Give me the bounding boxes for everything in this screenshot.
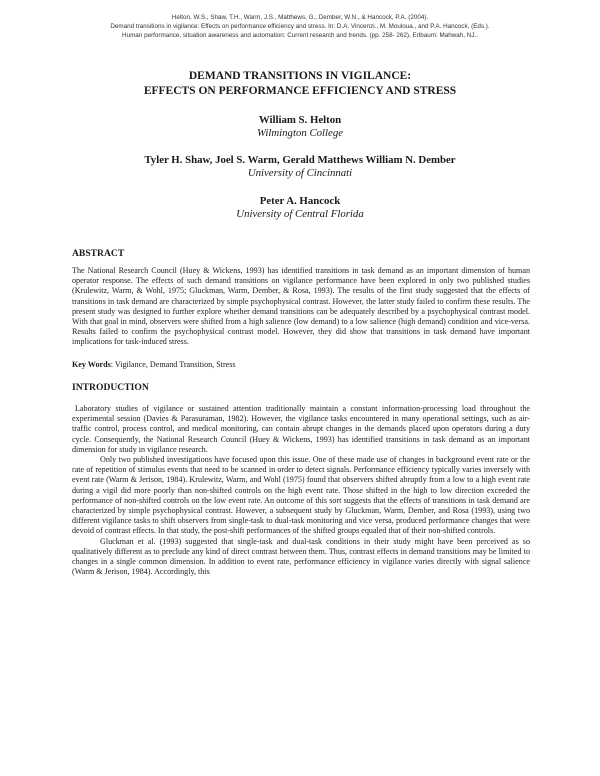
author-3: Peter A. Hancock xyxy=(259,195,341,207)
affiliation-3: University of Central Florida xyxy=(236,208,364,220)
author-2: Tyler H. Shaw, Joel S. Warm, Gerald Matthews William N. Dember xyxy=(144,154,456,166)
keywords-text: : Vigilance, Demand Transition, Stress xyxy=(110,360,236,369)
keywords xyxy=(72,360,236,370)
paper-title xyxy=(60,69,540,99)
abstract-heading: ABSTRACT xyxy=(72,248,125,259)
citation-line-1: Helton, W.S., Shaw, T.H., Warm, J.S., Matthews, G., Dember, W.N., & Hancock, P.A. (2004). xyxy=(171,14,429,21)
citation-line-3: Human performance, situation awareness and automation: Current research and trends. (pp. 258- 262), Erlbaum: Mahwah, NJ.. xyxy=(122,32,478,39)
title-line-2: EFFECTS ON PERFORMANCE EFFICIENCY AND STRESS xyxy=(143,85,457,97)
abstract-body xyxy=(72,266,530,348)
affiliation-2: University of Cincinnati xyxy=(247,167,353,179)
introduction-heading: INTRODUCTION xyxy=(72,382,149,393)
affiliation-1: Wilmington College xyxy=(256,127,344,139)
intro-paragraph-2: Only two published investigations have focused upon this issue. One of these made use of changes in background event rate or the rate of repetition of stimulus events that need to be scanned in order to detect signals. Performance efficiency typically varies inversely with event rate (Warm & Jerison, 1984). Krulewitz, Warm, and Wohl (1975) found that observers shifted abruptly from a low to a high event rate during a vigil did more poorly than non-shifted controls on the high event rate. Those shifted in the high to low direction exceeded the performance of non-shifted controls on the low event rate. An outcome of this sort suggests that the effects of transitions in task demand are characterized by simple psychophysical contrast. However, a subsequent study by Gluckman, Warm, Dember, and Rosa (1993), using two different vigilance tasks to shift observers from single-task to dual-task monitoring and vice versa, produced performance changes that were devoid of contrast effects. In that study, the post-shift performances of the shifted groups equaled that of their non-shifted controls. xyxy=(72,455,530,536)
citation-line-2: Demand transitions in vigilance: Effects on performance efficiency and stress. In: D.A. Vincenzi., M. Mouloua., and P.A. Hancock, (Eds.). xyxy=(110,23,490,30)
intro-paragraph-1: Laboratory studies of vigilance or sustained attention traditionally maintain a constant information-processing load throughout the experimental session (Davies & Parasuraman, 1982). However, the vigilance tasks encountered in many operational settings, such as air-traffic control, process control, and medical monitoring, can contain abrupt changes in the demands placed upon operators during a duty cycle. Consequently, the National Research Council (Huey & Wickens, 1993) has identified transitions in task demand as an important dimension for study in vigilance research. xyxy=(72,404,530,454)
citation-header xyxy=(40,13,560,40)
abstract-text: The National Research Council (Huey & Wickens, 1993) has identified transitions in task demand as an important dimension of human operator response. The effects of such demand transitions on vigilance performance have been explored in only two published studies (Krulewitz, Warm, & Wohl, 1975; Gluckman, Warm, Dember, & Rosa, 1993). The results of the first study suggested that the effects of transitions in task demand are characterized by simple psychophysical contrast. However, the latter study failed to confirm these results. The present study was designed to further explore whether demand transitions can be adequately described by a psychophysical contrast model. With that goal in mind, observers were shifted from a high salience (low demand) to a low salience (high demand) condition and vice-versa. Results failed to confirm the psychophysical contrast model. However, they did show that transitions in task demand have important implications for task-induced stress. xyxy=(72,266,530,347)
keywords-label: Key Words xyxy=(72,360,111,369)
title-line-1: DEMAND TRANSITIONS IN VIGILANCE: xyxy=(188,70,412,82)
intro-paragraph-3: Gluckman et al. (1993) suggested that single-task and dual-task conditions in their study might have been perceived as so qualitatively different as to preclude any kind of direct contrast between them. Thus, contrast effects in demand transitions may be limited to changes in a single common dimension. In addition to event rate, performance efficiency in vigilance varies directly with signal salience (Warm & Jerison, 1984). Accordingly, this xyxy=(72,536,530,577)
introduction-body xyxy=(72,404,530,577)
author-1: William S. Helton xyxy=(258,114,342,126)
